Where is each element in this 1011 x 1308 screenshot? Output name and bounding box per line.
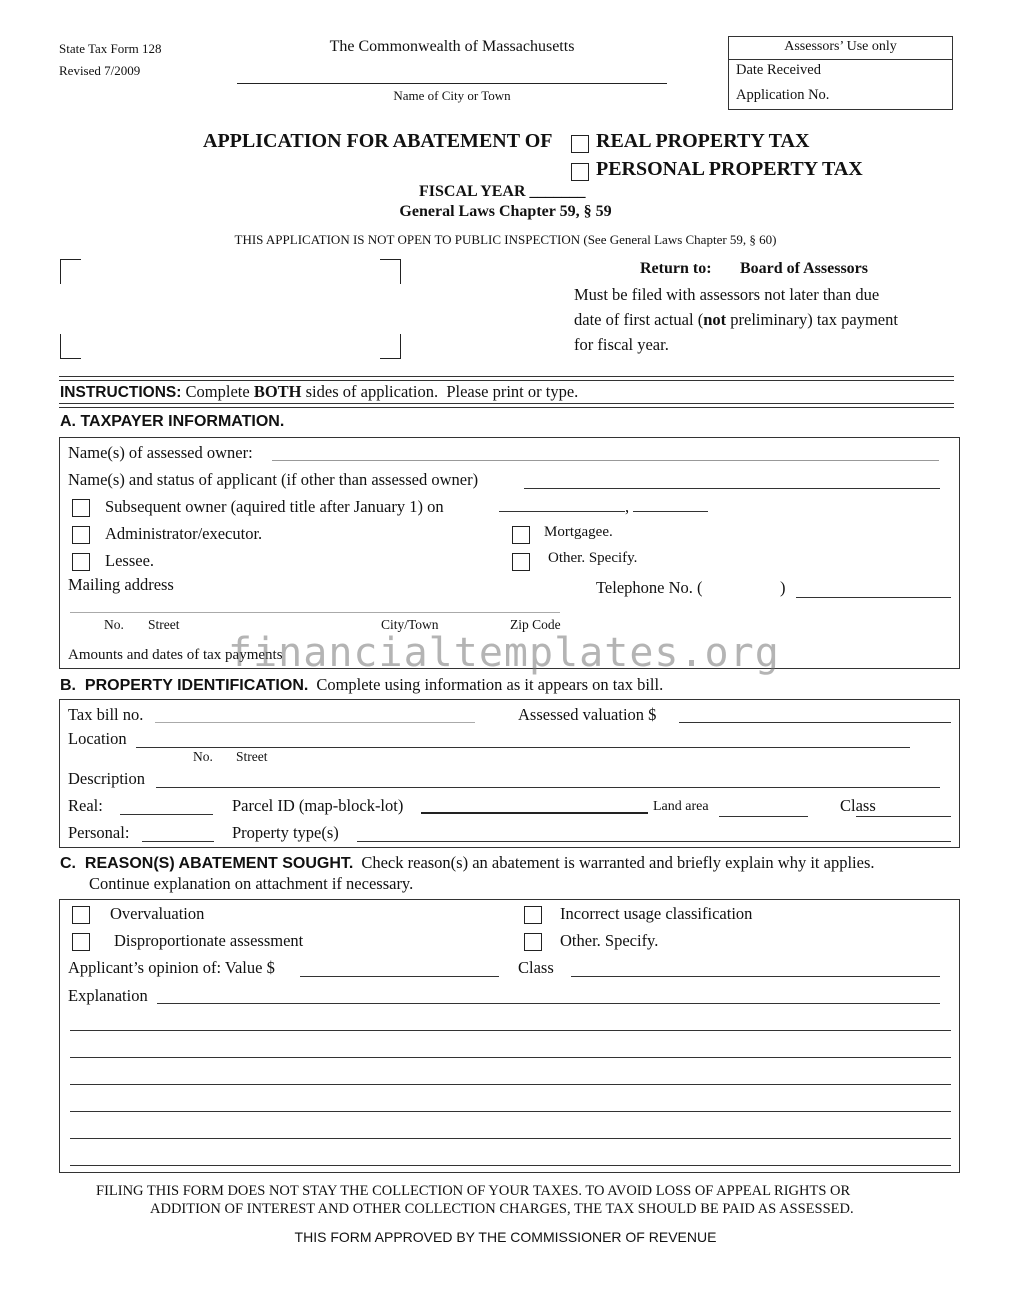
mailing-address-label: Mailing address bbox=[68, 575, 174, 594]
revised-date: Revised 7/2009 bbox=[59, 63, 141, 78]
real-field[interactable] bbox=[120, 814, 213, 815]
opinion-class-label: Class bbox=[518, 958, 554, 977]
address-window-corner-tr bbox=[380, 259, 401, 284]
disproportionate-checkbox[interactable] bbox=[72, 933, 90, 951]
personal-property-label: PERSONAL PROPERTY TAX bbox=[596, 158, 863, 180]
approved-by-commissioner: THIS FORM APPROVED BY THE COMMISSIONER OF REVENUE bbox=[294, 1229, 717, 1245]
explanation-line[interactable] bbox=[70, 1138, 951, 1139]
administrator-checkbox[interactable] bbox=[72, 526, 90, 544]
real-property-label: REAL PROPERTY TAX bbox=[596, 130, 810, 152]
law-reference: General Laws Chapter 59, § 59 bbox=[399, 203, 612, 220]
other-status-label: Other. Specify. bbox=[548, 550, 638, 566]
fiscal-year[interactable]: FISCAL YEAR _______ bbox=[419, 183, 586, 200]
parcel-id-label: Parcel ID (map-block-lot) bbox=[232, 796, 404, 815]
tax-bill-label: Tax bill no. bbox=[68, 705, 144, 724]
assessed-owner-field[interactable] bbox=[272, 460, 939, 461]
address-window-corner-bl bbox=[60, 334, 81, 359]
application-no-label: Application No. bbox=[736, 87, 830, 103]
opinion-class-field[interactable] bbox=[571, 976, 940, 977]
explanation-line[interactable] bbox=[70, 1111, 951, 1112]
applicant-label: Name(s) and status of applicant (if other than assessed owner) bbox=[68, 470, 479, 489]
address-zip-label: Zip Code bbox=[510, 617, 561, 632]
disproportionate-label: Disproportionate assessment bbox=[114, 931, 304, 950]
incorrect-classification-checkbox[interactable] bbox=[524, 906, 542, 924]
address-window-corner-tl bbox=[60, 259, 81, 284]
assessed-valuation-field[interactable] bbox=[679, 722, 951, 723]
section-c-header: C. REASON(S) ABATEMENT SOUGHT. Check reason(s) an abatement is warranted and briefly explain why it applies. bbox=[60, 853, 875, 872]
lessee-label: Lessee. bbox=[105, 551, 155, 570]
telephone-paren: ) bbox=[780, 578, 786, 597]
explanation-line[interactable] bbox=[70, 1165, 951, 1166]
section-b-header: B. PROPERTY IDENTIFICATION. Complete using information as it appears on tax bill. bbox=[60, 675, 664, 694]
explanation-line[interactable] bbox=[70, 1030, 951, 1031]
property-type-field[interactable] bbox=[357, 841, 951, 842]
instructions: INSTRUCTIONS: Complete BOTH sides of application. Please print or type. bbox=[60, 382, 579, 401]
subsequent-year-field[interactable] bbox=[633, 511, 708, 512]
address-window-corner-br bbox=[380, 334, 401, 359]
personal-label: Personal: bbox=[68, 823, 130, 842]
city-name-field[interactable] bbox=[237, 83, 667, 84]
property-class-label: Class bbox=[840, 796, 876, 815]
assessors-divider bbox=[729, 59, 952, 60]
watermark: financialtemplates.org bbox=[228, 630, 780, 676]
subsequent-owner-checkbox[interactable] bbox=[72, 499, 90, 517]
footer-warning-line2: ADDITION OF INTEREST AND OTHER COLLECTION CHARGES, THE TAX SHOULD BE PAID AS ASSESSED. bbox=[150, 1201, 854, 1217]
location-street-label: Street bbox=[236, 749, 268, 764]
location-no-label: No. bbox=[193, 749, 213, 764]
form-number: State Tax Form 128 bbox=[59, 41, 162, 56]
assessors-use-box bbox=[728, 36, 953, 110]
tax-bill-field[interactable] bbox=[155, 722, 475, 723]
explanation-line[interactable] bbox=[70, 1084, 951, 1085]
property-type-label: Property type(s) bbox=[232, 823, 339, 842]
address-city-label: City/Town bbox=[381, 617, 439, 632]
applicant-field[interactable] bbox=[524, 488, 940, 489]
instructions-top-rule bbox=[59, 376, 954, 381]
description-label: Description bbox=[68, 769, 145, 788]
land-area-field[interactable] bbox=[719, 816, 808, 817]
assessed-valuation-label: Assessed valuation $ bbox=[518, 705, 657, 724]
other-reason-label: Other. Specify. bbox=[560, 931, 659, 950]
mortgagee-checkbox[interactable] bbox=[512, 526, 530, 544]
section-a-title: A. TAXPAYER INFORMATION. bbox=[60, 413, 285, 430]
filing-deadline-line3: for fiscal year. bbox=[574, 335, 669, 354]
section-c-continue: Continue explanation on attachment if necessary. bbox=[89, 874, 414, 893]
assessors-use-title: Assessors’ Use only bbox=[784, 39, 897, 54]
location-label: Location bbox=[68, 729, 127, 748]
subsequent-date-field[interactable] bbox=[499, 511, 625, 512]
address-street-label: Street bbox=[148, 617, 180, 632]
real-property-checkbox[interactable] bbox=[571, 135, 589, 153]
explanation-field[interactable] bbox=[157, 1003, 940, 1004]
subsequent-owner-label: Subsequent owner (aquired title after January 1) on bbox=[105, 497, 444, 516]
date-received-label: Date Received bbox=[736, 62, 821, 78]
incorrect-classification-label: Incorrect usage classification bbox=[560, 904, 753, 923]
explanation-label: Explanation bbox=[68, 986, 148, 1005]
other-status-checkbox[interactable] bbox=[512, 553, 530, 571]
footer-warning-line1: FILING THIS FORM DOES NOT STAY THE COLLECTION OF YOUR TAXES. TO AVOID LOSS OF APPEAL RIGHTS OR bbox=[96, 1183, 851, 1199]
administrator-label: Administrator/executor. bbox=[105, 524, 263, 543]
commonwealth-title: The Commonwealth of Massachusetts bbox=[329, 38, 575, 55]
city-name-label: Name of City or Town bbox=[393, 88, 511, 103]
lessee-checkbox[interactable] bbox=[72, 553, 90, 571]
telephone-field[interactable] bbox=[796, 597, 951, 598]
instructions-bottom-rule bbox=[59, 403, 954, 408]
other-reason-checkbox[interactable] bbox=[524, 933, 542, 951]
mortgagee-label: Mortgagee. bbox=[544, 524, 613, 540]
filing-deadline-line2: date of first actual (not preliminary) tax payment bbox=[574, 310, 898, 329]
overvaluation-checkbox[interactable] bbox=[72, 906, 90, 924]
parcel-id-field[interactable] bbox=[421, 812, 648, 814]
telephone-label: Telephone No. ( bbox=[596, 578, 703, 597]
amounts-dates-label: Amounts and dates of tax payments bbox=[68, 647, 283, 663]
personal-field[interactable] bbox=[142, 841, 214, 842]
subsequent-date-comma: , bbox=[625, 497, 630, 516]
description-field[interactable] bbox=[156, 787, 940, 788]
return-to-label: Return to: bbox=[640, 260, 712, 277]
land-area-label: Land area bbox=[653, 799, 709, 814]
assessed-owner-label: Name(s) of assessed owner: bbox=[68, 443, 253, 462]
board-of-assessors: Board of Assessors bbox=[740, 260, 869, 277]
real-label: Real: bbox=[68, 796, 103, 815]
public-inspection-notice: THIS APPLICATION IS NOT OPEN TO PUBLIC INSPECTION (See General Laws Chapter 59, § 60) bbox=[234, 232, 777, 247]
filing-deadline-line1: Must be filed with assessors not later than due bbox=[574, 285, 880, 304]
overvaluation-label: Overvaluation bbox=[110, 904, 205, 923]
mailing-address-field[interactable] bbox=[70, 612, 560, 613]
explanation-line[interactable] bbox=[70, 1057, 951, 1058]
opinion-value-field[interactable] bbox=[300, 976, 499, 977]
location-field[interactable] bbox=[136, 747, 910, 748]
personal-property-checkbox[interactable] bbox=[571, 163, 589, 181]
address-no-label: No. bbox=[104, 617, 124, 632]
form-title: APPLICATION FOR ABATEMENT OF bbox=[203, 130, 553, 152]
property-class-field[interactable] bbox=[856, 816, 951, 817]
opinion-value-label: Applicant’s opinion of: Value $ bbox=[68, 958, 275, 977]
